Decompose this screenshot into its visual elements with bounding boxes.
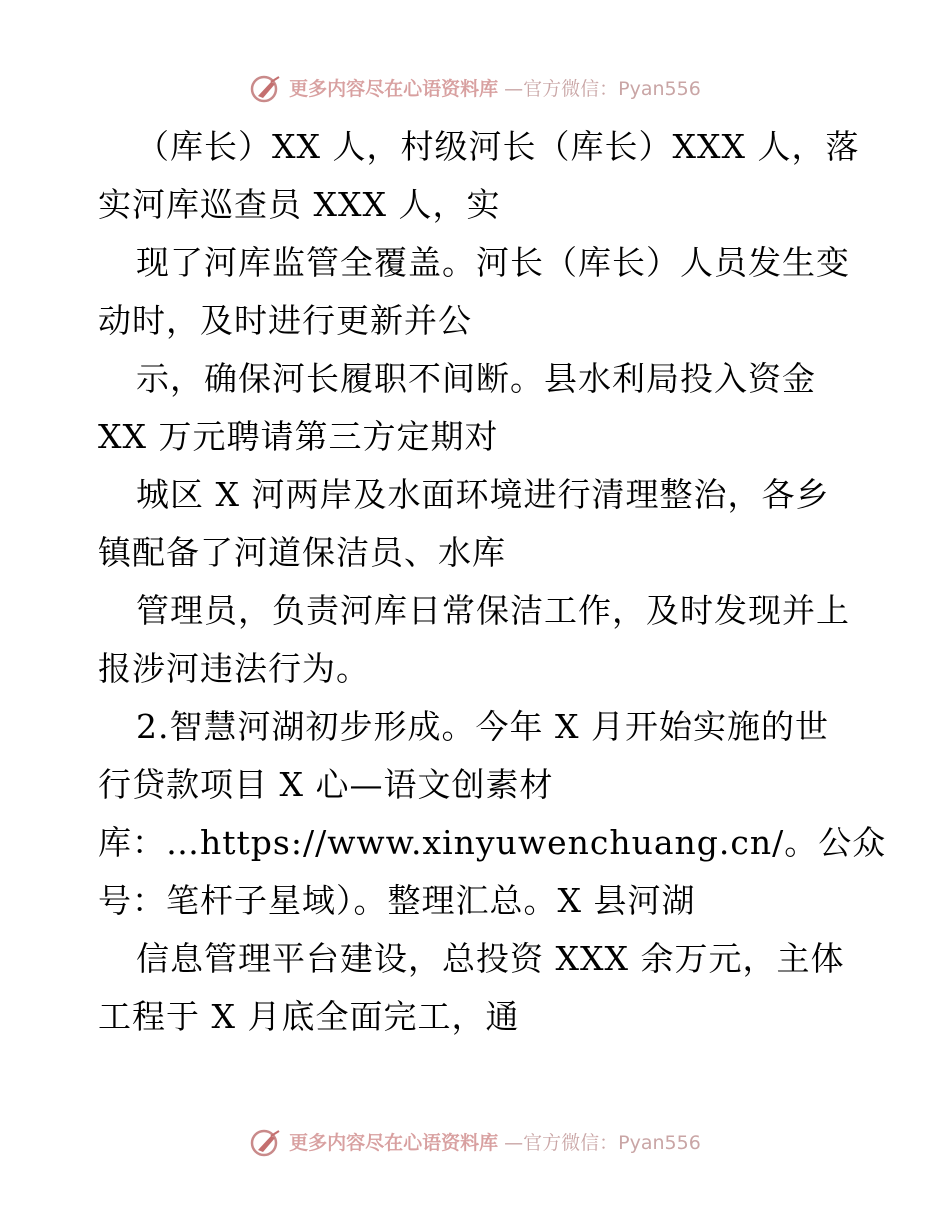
text-line: 动时，及时进行更新并公 bbox=[98, 301, 472, 340]
pen-nib-logo-icon bbox=[249, 1128, 283, 1158]
text-line: （库长）XX 人，村级河长（库长）XXX 人，落 bbox=[136, 127, 860, 166]
header-watermark bbox=[0, 74, 950, 104]
text-line: 城区 X 河两岸及水面环境进行清理整治，各乡 bbox=[136, 475, 830, 514]
watermark-contact: —官方微信：Pyan556 bbox=[504, 78, 701, 100]
document-body bbox=[98, 118, 898, 1046]
text-line: 镇配备了河道保洁员、水库 bbox=[98, 533, 506, 572]
pen-nib-logo-icon bbox=[249, 74, 283, 104]
text-line: 行贷款项目 X 心—语文创素材 bbox=[98, 765, 554, 804]
text-line: 库：…https://www.xinyuwenchuang.cn/。公众 bbox=[98, 823, 887, 862]
text-line: 现了河库监管全覆盖。河长（库长）人员发生变 bbox=[136, 243, 850, 282]
text-line: 实河库巡查员 XXX 人，实 bbox=[98, 185, 501, 224]
text-line: 示，确保河长履职不间断。县水利局投入资金 bbox=[136, 359, 816, 398]
text-line: 工程于 X 月底全面完工，通 bbox=[98, 997, 520, 1036]
watermark-brand: 更多内容尽在心语资料库 bbox=[289, 1132, 499, 1154]
text-line: 号：笔杆子星域）。整理汇总。X 县河湖 bbox=[98, 881, 696, 920]
text-line: 管理员，负责河库日常保洁工作，及时发现并上 bbox=[136, 591, 850, 630]
footer-watermark bbox=[0, 1128, 950, 1158]
text-line: 信息管理平台建设，总投资 XXX 余万元，主体 bbox=[136, 939, 845, 978]
text-line: XX 万元聘请第三方定期对 bbox=[98, 417, 499, 456]
text-line: 报涉河违法行为。 bbox=[98, 649, 370, 688]
watermark-brand: 更多内容尽在心语资料库 bbox=[289, 78, 499, 100]
watermark-contact: —官方微信：Pyan556 bbox=[504, 1132, 701, 1154]
text-line: 2.智慧河湖初步形成。今年 X 月开始实施的世 bbox=[136, 707, 829, 746]
